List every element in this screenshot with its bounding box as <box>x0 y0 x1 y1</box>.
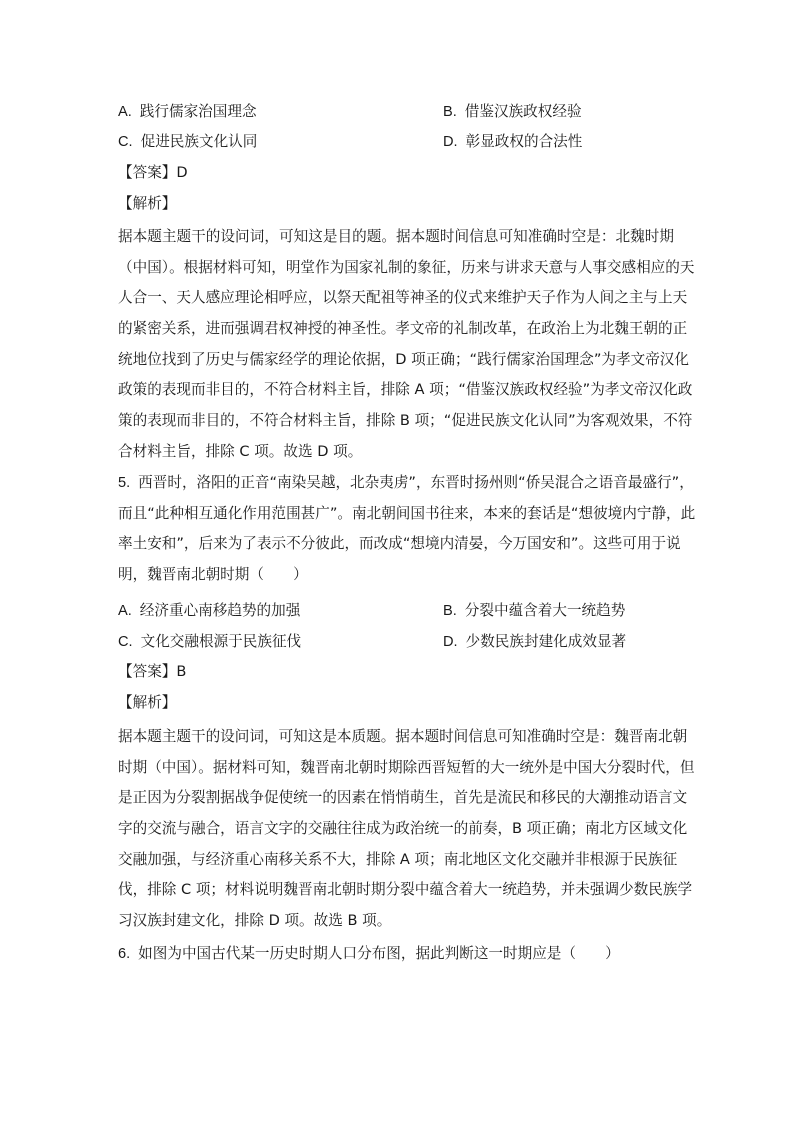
q4-option-c[interactable]: C. 促进民族文化认同 <box>118 133 258 150</box>
q5-analysis-line: 习汉族封建文化，排除 D 项。故选 B 项。 <box>118 912 392 930</box>
q4-options-row-1 <box>118 100 678 124</box>
q4-analysis-line: （中国）。根据材料可知，明堂作为国家礼制的象征，历来与讲求天意与人事交感相应的天 <box>118 258 695 276</box>
q5-option-a[interactable]: A. 经济重心南移趋势的加强 <box>118 602 301 619</box>
q5-analysis-text <box>118 722 695 937</box>
q5-options-row-2 <box>118 630 678 654</box>
q4-analysis-text <box>118 222 695 468</box>
q4-option-a[interactable]: A. 践行儒家治国理念 <box>118 103 257 120</box>
q4-option-b[interactable]: B. 借鉴汉族政权经验 <box>443 103 582 120</box>
q6-number: 6. <box>118 946 131 962</box>
q4-answer: 【答案】D <box>118 164 188 181</box>
q4-option-d[interactable]: D. 彰显政权的合法性 <box>443 133 583 150</box>
q5-analysis-line: 据本题主题干的设问词，可知这是本质题。据本题时间信息可知准确时空是：魏晋南北朝 <box>118 728 688 745</box>
q5-option-c[interactable]: C. 文化交融根源于民族征伐 <box>118 633 302 650</box>
q5-number: 5. <box>118 475 131 491</box>
q5-analysis-line: 时期（中国）。据材料可知，魏晋南北朝时期除西晋短暂的大一统外是中国大分裂时代，但 <box>118 758 695 776</box>
q5-option-b[interactable]: B. 分裂中蕴含着大一统趋势 <box>443 602 626 619</box>
q4-analysis-line: 合材料主旨，排除 C 项。故选 D 项。 <box>118 442 363 460</box>
q5-stem-line: 而且“此种相互通化作用范围甚广”。南北朝间国书往来，本来的套话是“想彼境内宁静，此 <box>118 504 696 522</box>
q5-stem-line: 5. 西晋时，洛阳的正音“南染吴越，北杂夷虏”，东晋时扬州则“侨吴混合之语音最盛行”， <box>118 474 694 491</box>
q5-answer: 【答案】B <box>118 663 187 680</box>
q5-options-row-1 <box>118 599 678 623</box>
q5-stem-line: 率土安和”，后来为了表示不分彼此，而改成“想境内清晏，今万国安和”。这些可用于说 <box>118 535 681 553</box>
q4-analysis-line: 政策的表现而非目的，不符合材料主旨，排除 A 项；“借鉴汉族政权经验”为孝文帝汉化政 <box>118 381 693 399</box>
q4-analysis-line: 统地位找到了历史与儒家经学的理论依据，D 项正确；“践行儒家治国理念”为孝文帝汉化 <box>118 350 689 368</box>
q5-analysis-line: 是正因为分裂割据战争促使统一的因素在悄悄萌生，首先是流民和移民的大潮推动语言文 <box>118 789 688 807</box>
q5-stem <box>118 468 696 591</box>
q4-options-row-2 <box>118 130 678 154</box>
q4-analysis-line: 策的表现而非目的，不符合材料主旨，排除 B 项；“促进民族文化认同”为客观效果，不符 <box>118 412 693 430</box>
q4-analysis-line: 人合一、天人感应理论相呼应，以祭天配祖等神圣的仪式来维护天子作为人间之主与上天 <box>118 289 688 307</box>
q5-analysis-line: 字的交流与融合，语言文字的交融往往成为政治统一的前奏，B 项正确；南北方区域文化 <box>118 820 688 838</box>
q6-stem: 6. 如图为中国古代某一历史时期人口分布图，据此判断这一时期应是（ ） <box>118 945 620 962</box>
q5-analysis-line: 伐，排除 C 项；材料说明魏晋南北朝时期分裂中蕴含着大一统趋势，并未强调少数民族学 <box>118 881 693 899</box>
q4-analysis-label: 【解析】 <box>118 195 177 212</box>
q4-analysis-line: 的紧密关系，进而强调君权神授的神圣性。孝文帝的礼制改革，在政治上为北魏王朝的正 <box>118 320 688 338</box>
q5-analysis-label: 【解析】 <box>118 694 177 711</box>
q5-option-d[interactable]: D. 少数民族封建化成效显著 <box>443 633 627 650</box>
q4-analysis-line: 据本题主题干的设问词，可知这是目的题。据本题时间信息可知准确时空是：北魏时期 <box>118 228 674 245</box>
q5-stem-line: 明，魏晋南北朝时期（ ） <box>118 566 308 584</box>
q5-analysis-line: 交融加强，与经济重心南移关系不大，排除 A 项；南北地区文化交融并非根源于民族征 <box>118 850 678 868</box>
